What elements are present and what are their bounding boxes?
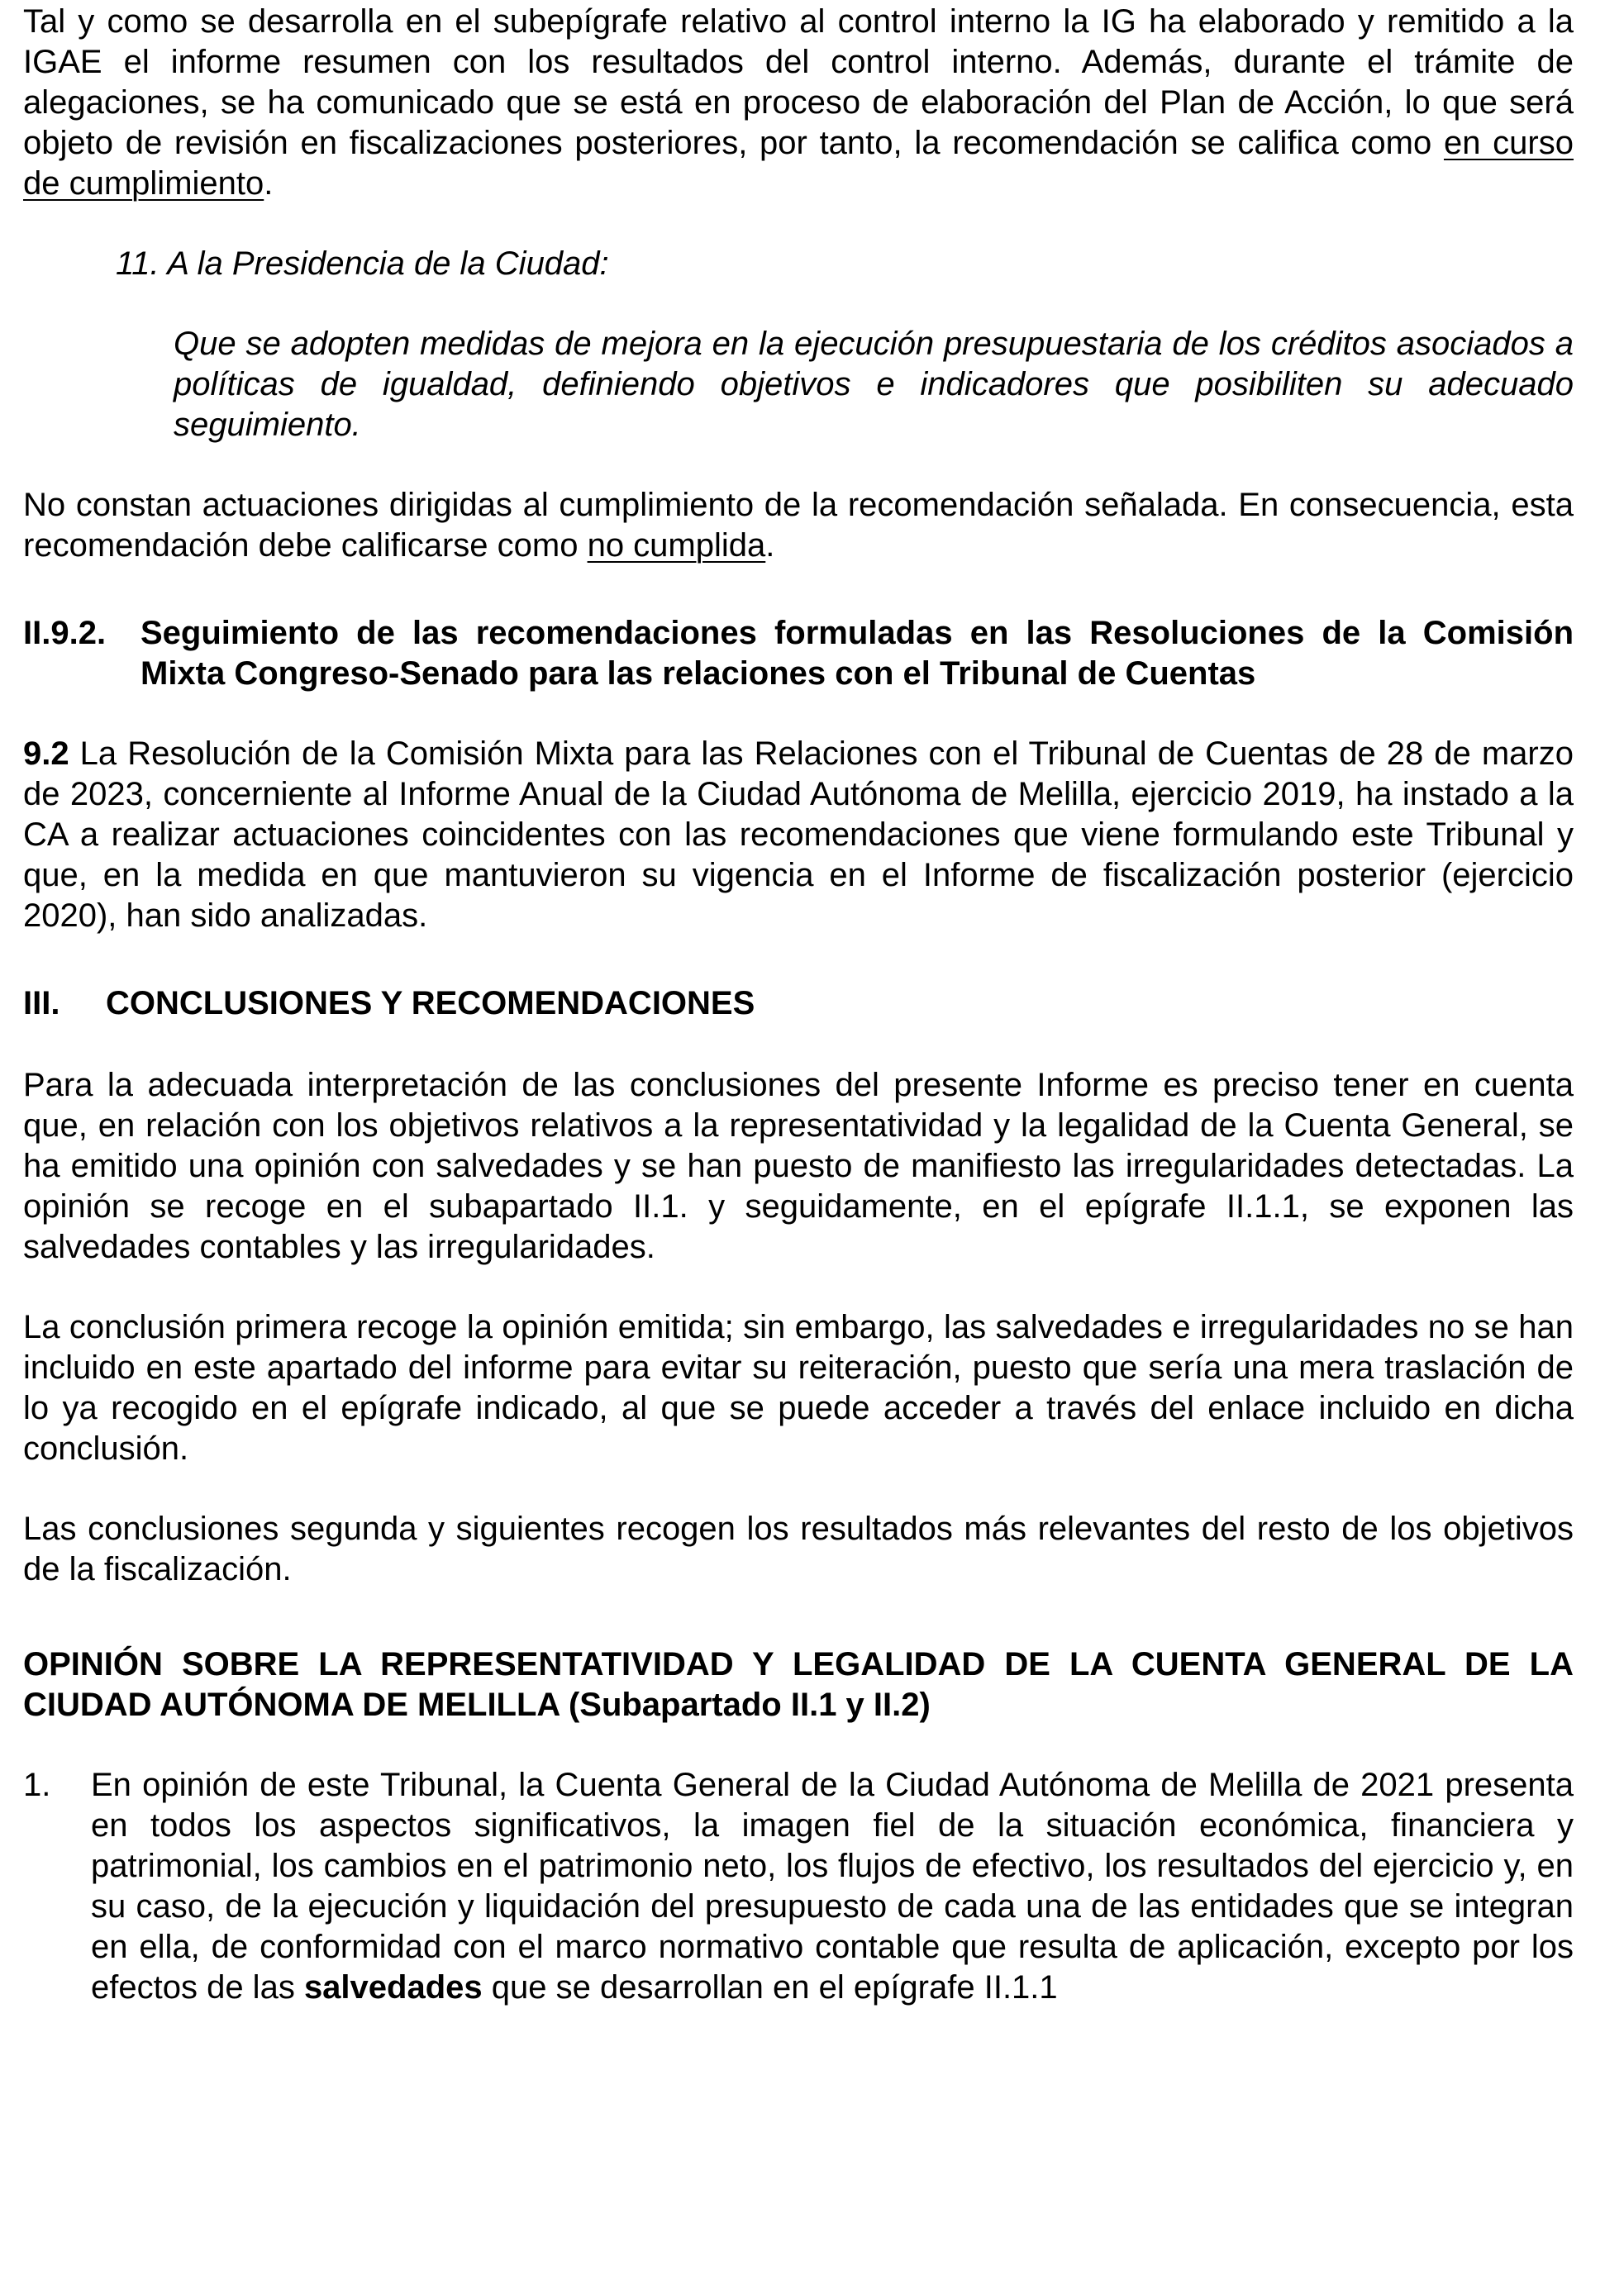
section-number: III. (23, 985, 60, 1021)
opinion-heading: OPINIÓN SOBRE LA REPRESENTATIVIDAD Y LEGALIDAD DE LA CUENTA GENERAL DE LA CIUDAD AUTÓNOMA DE MELILLA (Subapartado II.1 y II.2) (23, 1646, 1574, 1723)
item-1-end: que se desarrollan en el epígrafe II.1.1 (482, 1969, 1058, 2006)
list-item-text (91, 1765, 1574, 2008)
page-content (23, 0, 1574, 2008)
status-no-cumplida: no cumplida (587, 527, 766, 564)
list-item-number: 1. (23, 1767, 51, 1803)
paragraph-9-2 (23, 734, 1574, 936)
list-item (23, 1765, 1574, 2008)
item-1-text: En opinión de este Tribunal, la Cuenta General de la Ciudad Autónoma de Melilla de 2021 presenta en todos los aspectos significativos, la imagen fiel de la situación económica, financiera y patrimonial, los cambios en el patrimonio neto, los flujos de efectivo, los resultados del ejercicio y, en su caso, de la ejecución y liquidación del presupuesto de cada una de las entidades que se integran en ella, de conformidad con el marco normativo contable que resulta de aplicación, excepto por los efectos de las (91, 1767, 1574, 2006)
conclusion-primera-paragraph: La conclusión primera recoge la opinión emitida; sin embargo, las salvedades e irregularidades no se han incluido en este apartado del informe para evitar su reiteración, puesto que sería una mera traslación de lo ya recogido en el epígrafe indicado, al que se puede acceder a través del enlace incluido en dicha conclusión. (23, 1309, 1574, 1467)
intro-text: Tal y como se desarrolla en el subepígrafe relativo al control interno la IG ha elaborado y remitido a la IGAE el informe resumen con los resultados del control interno. Además, durante el trámite de alegaciones, se ha comunicado que se está en proceso de elaboración del Plan de Acción, lo que será objeto de revisión en fiscalizaciones posteriores, por tanto, la recomendación se califica como (23, 3, 1574, 161)
conclusiones-segunda-paragraph: Las conclusiones segunda y siguientes recogen los resultados más relevantes del resto de los objetivos de la fiscalización. (23, 1511, 1574, 1587)
section-title: Seguimiento de las recomendaciones formuladas en las Resoluciones de la Comisión Mixta Congreso-Senado para las relaciones con el Tribunal de Cuentas (140, 615, 1574, 692)
status-en-curso: en curso de cumplimiento (23, 125, 1574, 202)
paragraph-9-2-text: La Resolución de la Comisión Mixta para las Relaciones con el Tribunal de Cuentas de 28 de marzo de 2023, concerniente al Informe Anual de la Ciudad Autónoma de Melilla, ejercicio 2019, ha instado a la CA a realizar actuaciones coincidentes con las recomendaciones que viene formulando este Tribunal y que, en la medida en que mantuvieron su vigencia en el Informe de fiscalización posterior (ejercicio 2020), han sido analizadas. (23, 735, 1574, 934)
recommendation-11-heading: 11. A la Presidencia de la Ciudad: (116, 245, 609, 282)
section-number: II.9.2. (23, 615, 107, 651)
no-constan-end: . (765, 527, 775, 564)
intro-paragraph (23, 0, 1574, 204)
item-1-bold: salvedades (303, 1969, 483, 2006)
recommendation-11-body: Que se adopten medidas de mejora en la ejecución presupuestaria de los créditos asociados a políticas de igualdad, definiendo objetivos e indicadores que posibiliten su adecuado seguimiento. (174, 326, 1574, 443)
section-heading-ii-9-2 (23, 613, 1574, 694)
interpretation-paragraph: Para la adecuada interpretación de las conclusiones del presente Informe es preciso tener en cuenta que, en relación con los objetivos relativos a la representatividad y la legalidad de la Cuenta General, se ha emitido una opinión con salvedades y se han puesto de manifiesto las irregularidades detectadas. La opinión se recoge en el subapartado II.1. y seguidamente, en el epígrafe II.1.1, se exponen las salvedades contables y las irregularidades. (23, 1067, 1574, 1265)
section-heading-iii (23, 983, 1574, 1024)
no-constan-paragraph (23, 485, 1574, 566)
section-title: CONCLUSIONES Y RECOMENDACIONES (106, 985, 755, 1021)
paragraph-number: 9.2 (23, 735, 69, 772)
intro-end: . (264, 165, 274, 202)
no-constan-text: No constan actuaciones dirigidas al cumplimiento de la recomendación señalada. En consecuencia, esta recomendación debe calificarse como (23, 487, 1574, 564)
